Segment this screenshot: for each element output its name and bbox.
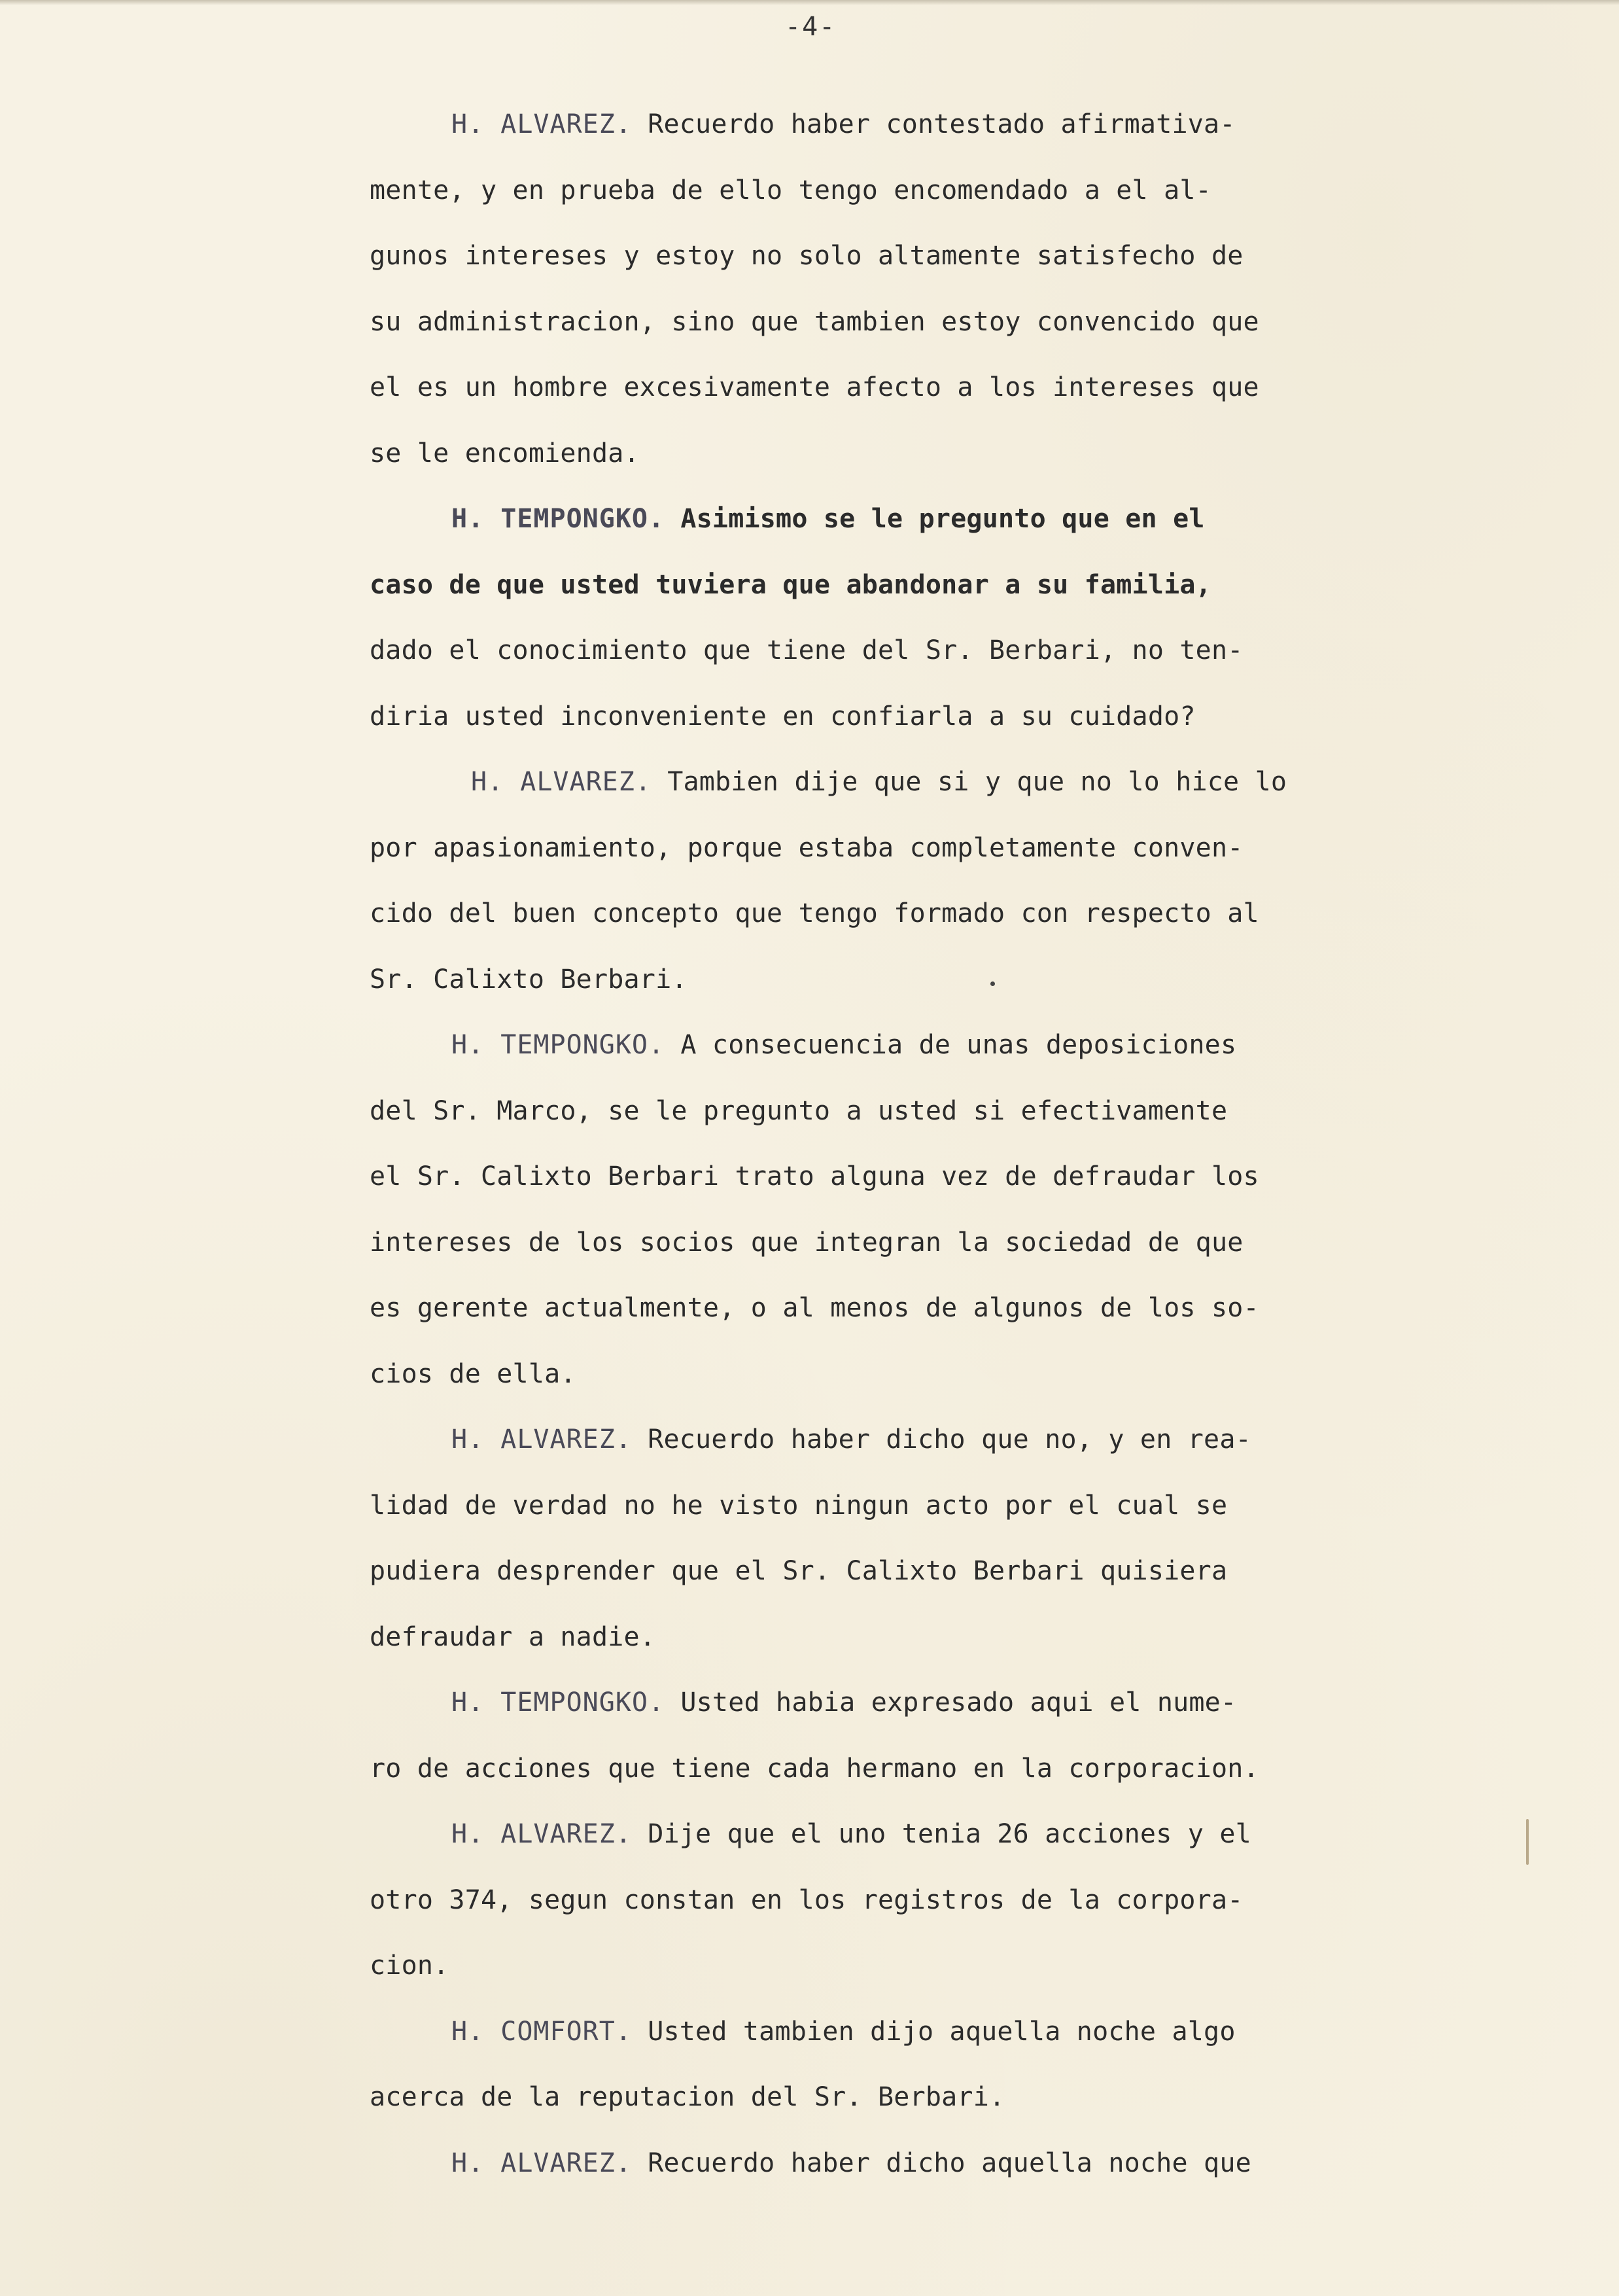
text-line xyxy=(370,164,1331,230)
text-line xyxy=(370,2005,1331,2072)
line-text: defraudar a nadie. xyxy=(370,1621,656,1652)
text-line xyxy=(370,1545,1331,1611)
text-line xyxy=(370,98,1331,164)
text-line xyxy=(370,953,1331,1019)
line-text: Usted tambien dijo aquella noche algo xyxy=(631,2016,1236,2047)
text-line xyxy=(370,1413,1331,1479)
text-line xyxy=(370,2137,1331,2203)
speaker-label: H. TEMPONGKO. xyxy=(451,1687,665,1718)
line-text: el Sr. Calixto Berbari trato alguna vez de defraudar los xyxy=(370,1161,1259,1192)
line-text: caso de que usted tuviera que abandonar a su familia, xyxy=(370,569,1211,600)
speaker-label: H. ALVAREZ. xyxy=(451,1819,632,1849)
text-line xyxy=(370,624,1331,690)
page-number: -4- xyxy=(785,12,837,42)
text-line xyxy=(370,1282,1331,1348)
line-text: Usted habia expresado aqui el nume- xyxy=(665,1687,1237,1718)
page-top-edge xyxy=(0,0,1619,5)
text-line xyxy=(370,1676,1331,1742)
line-text: lidad de verdad no he visto ningun acto por el cual se xyxy=(370,1490,1228,1521)
text-line xyxy=(370,1939,1331,2005)
text-line xyxy=(370,559,1331,625)
text-line xyxy=(370,1216,1331,1282)
text-line xyxy=(370,296,1331,362)
line-text: su administracion, sino que tambien estoy convencido que xyxy=(370,306,1259,337)
line-text: mente, y en prueba de ello tengo encomendado a el al- xyxy=(370,175,1211,205)
text-line xyxy=(370,690,1331,756)
text-line xyxy=(370,1742,1331,1809)
text-line xyxy=(370,1611,1331,1677)
line-text: otro 374, segun constan en los registros de la corpora- xyxy=(370,1884,1244,1915)
line-text: Recuerdo haber dicho aquella noche que xyxy=(631,2147,1251,2178)
speaker-label: H. ALVAREZ. xyxy=(451,1424,632,1455)
line-text: Asimismo se le pregunto que en el xyxy=(665,504,1205,534)
text-line xyxy=(370,230,1331,296)
speaker-label: H. TEMPONGKO. xyxy=(451,504,665,534)
speaker-label: H. ALVAREZ. xyxy=(471,767,652,797)
line-text: ro de acciones que tiene cada hermano en la corporacion. xyxy=(370,1753,1259,1784)
text-line xyxy=(370,1150,1331,1216)
text-line xyxy=(370,1085,1331,1151)
line-text: por apasionamiento, porque estaba completamente conven- xyxy=(370,832,1244,863)
line-text: Tambien dije que si y que no lo hice lo xyxy=(651,767,1287,797)
line-text: intereses de los socios que integran la sociedad de que xyxy=(370,1227,1244,1258)
line-text: Dije que el uno tenia 26 acciones y el xyxy=(631,1819,1251,1849)
text-line xyxy=(370,1808,1331,1874)
line-text: el es un hombre excesivamente afecto a los intereses que xyxy=(370,372,1259,402)
text-line xyxy=(370,1874,1331,1940)
text-line xyxy=(370,822,1331,888)
line-text: Sr. Calixto Berbari. xyxy=(370,964,688,995)
line-text: cios de ella. xyxy=(370,1358,576,1389)
line-text: cion. xyxy=(370,1951,449,1981)
speaker-label: H. ALVAREZ. xyxy=(451,2147,632,2178)
line-text: se le encomienda. xyxy=(370,438,640,468)
line-text: acerca de la reputacion del Sr. Berbari. xyxy=(370,2082,1005,2112)
ink-speck xyxy=(990,981,995,986)
text-line xyxy=(370,361,1331,427)
speaker-label: H. TEMPONGKO. xyxy=(451,1030,665,1060)
line-text: dado el conocimiento que tiene del Sr. Berbari, no ten- xyxy=(370,635,1244,665)
speaker-label: H. ALVAREZ. xyxy=(451,109,632,139)
transcript-body xyxy=(370,98,1331,2202)
line-text: cido del buen concepto que tengo formado con respecto al xyxy=(370,898,1259,928)
line-text: A consecuencia de unas deposiciones xyxy=(665,1030,1237,1060)
text-line xyxy=(370,427,1331,493)
line-text: del Sr. Marco, se le pregunto a usted si efectivamente xyxy=(370,1095,1228,1126)
line-text: Recuerdo haber dicho que no, y en rea- xyxy=(631,1424,1251,1455)
line-text: diria usted inconveniente en confiarla a su cuidado? xyxy=(370,701,1196,732)
line-text: gunos intereses y estoy no solo altamente satisfecho de xyxy=(370,241,1244,271)
text-line xyxy=(370,756,1331,822)
text-line xyxy=(370,1479,1331,1545)
text-line xyxy=(370,1348,1331,1414)
margin-mark xyxy=(1526,1819,1529,1865)
text-line xyxy=(370,887,1331,953)
text-line xyxy=(370,493,1331,559)
line-text: pudiera desprender que el Sr. Calixto Berbari quisiera xyxy=(370,1556,1228,1586)
text-line xyxy=(370,1019,1331,1085)
text-line xyxy=(370,2071,1331,2137)
speaker-label: H. COMFORT. xyxy=(451,2016,632,2047)
line-text: Recuerdo haber contestado afirmativa- xyxy=(631,109,1236,139)
line-text: es gerente actualmente, o al menos de algunos de los so- xyxy=(370,1293,1259,1323)
